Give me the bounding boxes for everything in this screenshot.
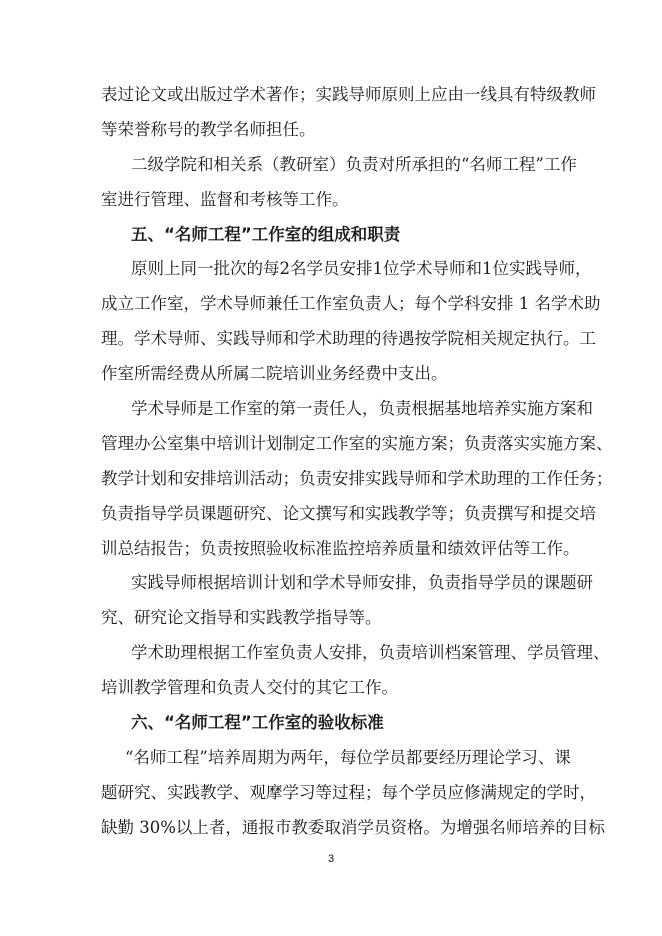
text-line: 究、研究论文指导和实践教学指导等。 [101, 608, 382, 628]
text-line: 实践导师根据培训计划和学术导师安排，负责指导学员的课题研 [131, 573, 593, 593]
text-line: 负责指导学员课题研究、论文撰写和实践教学等；负责撰写和提交培 [101, 503, 596, 523]
text-line: 学术导师是工作室的第一责任人，负责根据基地培养实施方案和 [131, 399, 593, 419]
text-line: 二级学院和相关系（教研室）负责对所承担的“名师工程”工作 [131, 154, 577, 174]
text-line: 成立工作室，学术导师兼任工作室负责人；每个学科安排 1 名学术助 [101, 294, 601, 314]
text-line: 等荣誉称号的教学名师担任。 [101, 119, 316, 139]
section-heading-5: 五、“名师工程”工作室的组成和职责 [131, 224, 401, 244]
text-line: 教学计划和安排培训活动；负责安排实践导师和学术助理的工作任务； [101, 468, 613, 488]
text-line: “名师工程”培养周期为两年，每位学员都要经历理论学习、课 [125, 747, 571, 767]
text-line: 缺勤 30%以上者，通报市教委取消学员资格。为增强名师培养的目标 [101, 817, 605, 837]
text-line: 管理办公室集中培训计划制定工作室的实施方案；负责落实实施方案、 [101, 433, 613, 453]
text-line: 培训教学管理和负责人交付的其它工作。 [101, 678, 398, 698]
page-number: 3 [327, 853, 335, 865]
text-line: 作室所需经费从所属二院培训业务经费中支出。 [101, 364, 448, 384]
text-line: 原则上同一批次的每2名学员安排1位学术导师和1位实践导师， [131, 259, 592, 279]
text-line: 表过论文或出版过学术著作；实践导师原则上应由一线具有特级教师 [101, 85, 596, 104]
document-body [101, 78, 613, 846]
text-line: 学术助理根据工作室负责人安排，负责培训档案管理、学员管理、 [131, 643, 610, 663]
text-line: 室进行管理、监督和考核等工作。 [101, 189, 349, 209]
text-line: 训总结报告；负责按照验收标准监控培养质量和绩效评估等工作。 [101, 538, 580, 558]
text-line: 理。学术导师、实践导师和学术助理的待遇按学院相关规定执行。工 [101, 329, 596, 349]
section-heading-6: 六、“名师工程”工作室的验收标准 [131, 713, 384, 733]
text-line: 题研究、实践教学、观摩学习等过程；每个学员应修满规定的学时， [101, 782, 596, 802]
